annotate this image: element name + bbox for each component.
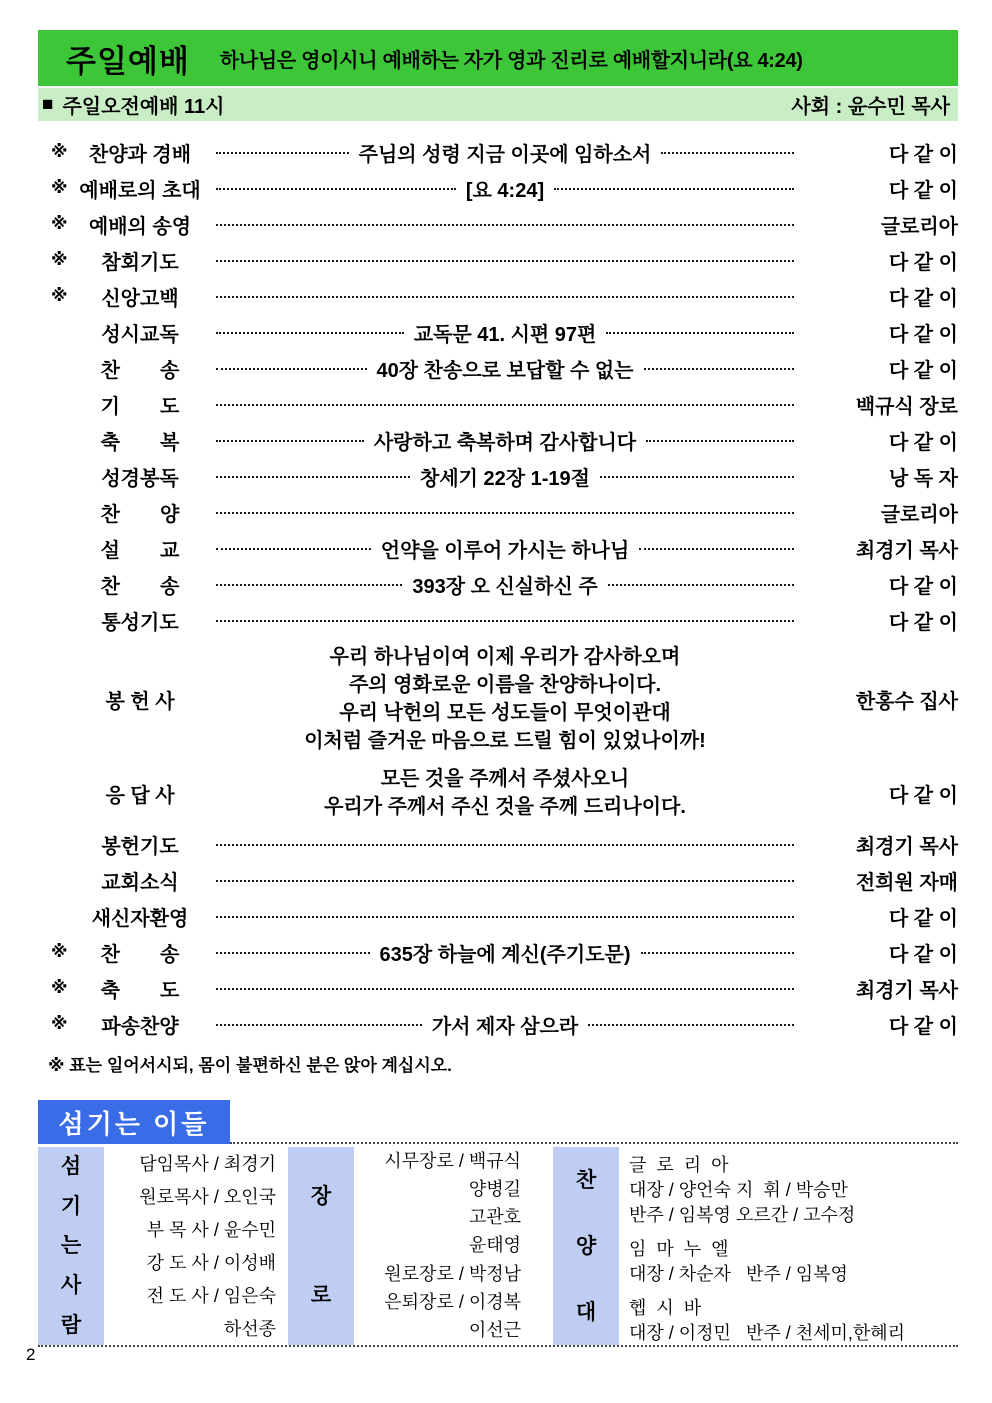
service-item-label: 찬양과 경배 [88,143,192,166]
service-item-label: 봉헌기도 [101,835,179,858]
servants-col-choir [619,1147,958,1345]
service-row [38,314,958,350]
service-item-person: 최경기 목사 [855,979,958,1002]
service-item-middle [216,765,794,821]
choir-group [629,1296,958,1346]
service-item-person: 최경기 목사 [855,539,958,562]
header-char: 찬 [575,1168,597,1192]
servants-col-elders [354,1147,543,1345]
servant-line: 시무장로 / 백규식 [384,1150,521,1171]
service-item-middle [216,138,794,167]
service-item-middle [216,915,794,917]
servant-line: 반주 / 임복영 오르간 / 고수정 [629,1205,856,1225]
servant-line: 은퇴장로 / 이경복 [384,1292,521,1313]
service-row [38,566,958,602]
dotted-leader [216,988,794,990]
service-item-middle [216,1010,794,1039]
service-row [38,826,958,862]
service-row [38,242,958,278]
servant-line: 대장 / 이정민 반주 / 천세미,한혜리 [629,1323,906,1343]
service-item-person: 다 같 이 [888,611,958,634]
dotted-leader [216,916,794,918]
standing-mark: ※ [51,214,68,233]
dotted-leader [216,844,794,846]
service-item-detail: 40장 찬송으로 보답할 수 없는 [376,359,634,382]
dotted-leader [216,440,364,442]
service-item-person: 다 같 이 [888,575,958,598]
service-item-middle [216,223,794,225]
dotted-leader [216,404,794,406]
dotted-divider [230,1142,958,1144]
service-item-label: 축 복 [100,431,180,454]
service-item-person: 다 같 이 [888,287,958,310]
standing-mark: ※ [51,178,68,197]
service-item-label: 예배로의 초대 [79,179,201,202]
standing-note: ※ 표는 일어서시되, 몸이 불편하신 분은 앉아 계십시오. [48,1056,452,1075]
dotted-leader [216,368,367,370]
dotted-leader [606,332,794,334]
dotted-leader [216,512,794,514]
service-item-label: 참회기도 [101,251,179,274]
service-item-person: 다 같 이 [888,251,958,274]
dotted-leader [216,476,410,478]
service-item-label: 예배의 송영 [88,215,192,238]
dotted-leader [216,880,794,882]
servants-section-header [38,1100,958,1144]
service-item-middle [216,295,794,297]
service-item-person: 글로리아 [880,503,958,526]
service-row [38,898,958,934]
service-row [38,934,958,970]
worship-order-list [38,134,958,1042]
service-item-label: 찬 송 [100,359,180,382]
dotted-leader [639,548,794,550]
header-char: 기 [60,1194,82,1218]
presider-label: 사회 : 윤수민 목사 [791,96,950,118]
dotted-leader [216,188,456,190]
service-item-middle [216,426,794,455]
choir-name: 글 로 리 아 [629,1155,729,1175]
service-item-label: 교회소식 [101,871,179,894]
service-time-bar [38,88,958,121]
service-item-label: 찬 송 [100,943,180,966]
service-item-label: 찬 양 [100,503,180,526]
service-item-label: 봉 헌 사 [105,690,175,713]
service-item-person: 다 같 이 [888,907,958,930]
service-item-detail: 가서 제자 삼으라 [431,1015,579,1038]
service-item-middle [216,843,794,845]
servant-line: 윤태영 [468,1235,521,1256]
service-item-middle [216,511,794,513]
page-title: 주일예배 [66,43,190,79]
service-item-person: 최경기 목사 [855,835,958,858]
service-item-label: 찬 송 [100,575,180,598]
service-item-person: 다 같 이 [888,179,958,202]
servants-col-header-people [38,1147,104,1345]
service-row [38,278,958,314]
service-item-person: 한홍수 집사 [855,690,958,713]
service-item-detail: 393장 오 신실하신 주 [412,575,598,598]
service-item-middle [216,354,794,383]
dotted-leader [646,440,794,442]
header-char: 양 [575,1234,597,1258]
header-char: 섬 [60,1155,82,1179]
service-row [38,350,958,386]
header-char: 장 [310,1185,332,1208]
service-item-label: 통성기도 [101,611,179,634]
servant-line: 담임목사 / 최경기 [139,1153,276,1174]
service-row [38,862,958,898]
standing-mark: ※ [51,1014,68,1033]
service-item-detail: 635장 하늘에 계신(주기도문) [379,943,631,966]
dotted-leader [216,584,402,586]
service-item-middle [216,174,794,203]
dotted-leader [216,296,794,298]
service-item-person: 다 같 이 [888,431,958,454]
servants-section-title: 섬기는 이들 [38,1100,230,1144]
service-item-detail: 사랑하고 축복하며 감사합니다 [373,431,637,454]
service-item-middle [216,570,794,599]
offertory-line: 모든 것을 주께서 주셨사오니 [380,768,630,790]
dotted-leader [216,260,794,262]
dotted-leader [600,476,794,478]
service-item-label: 성시교독 [101,323,179,346]
header-verse: 하나님은 영이시니 예배하는 자가 영과 진리로 예배할지니라(요 4:24) [219,49,803,72]
servants-col-header-elders [288,1147,354,1345]
service-item-label: 설 교 [100,539,180,562]
standing-mark: ※ [51,286,68,305]
standing-mark: ※ [51,942,68,961]
servant-line: 하선종 [223,1318,276,1339]
offertory-line: 우리가 주께서 주신 것을 주께 드리나이다. [324,796,686,818]
service-row [38,1006,958,1042]
service-row [38,422,958,458]
offertory-line: 주의 영화로운 이름을 찬양하나이다. [348,674,662,696]
dotted-leader [554,188,794,190]
service-item-middle [216,318,794,347]
servant-line: 원로목사 / 오인국 [139,1186,276,1207]
dotted-leader [216,620,794,622]
service-row [38,602,958,638]
header-char: 로 [310,1284,332,1307]
standing-mark: ※ [51,142,68,161]
service-item-person: 전희원 자매 [855,871,958,894]
service-row [38,386,958,422]
servant-line: 고관호 [468,1207,521,1228]
servant-line: 부 목 사 / 윤수민 [146,1219,276,1240]
page-number: 2 [26,1345,36,1364]
offertory-line: 우리 낙헌의 모든 성도들이 무엇이관대 [339,702,671,724]
servants-section [38,1100,958,1347]
servants-col-header-choir [553,1147,619,1345]
service-row [38,170,958,206]
dotted-leader [608,584,794,586]
choir-name: 헵 시 바 [629,1298,702,1318]
service-item-label: 응 답 사 [105,784,175,807]
service-row [38,458,958,494]
service-time-label: 주일오전예배 11시 [62,96,225,118]
service-item-person: 다 같 이 [888,323,958,346]
service-item-person: 다 같 이 [888,943,958,966]
dotted-leader [216,1024,422,1026]
service-row [38,134,958,170]
service-item-middle [216,462,794,491]
offertory-line: 우리 하나님이여 이제 우리가 감사하오며 [329,646,681,668]
service-item-person: 백규식 장로 [855,395,958,418]
choir-group [629,1153,958,1228]
servant-line: 강 도 사 / 이성배 [146,1252,276,1273]
service-item-middle [216,259,794,261]
header-char: 람 [60,1313,82,1337]
service-item-middle [216,938,794,967]
service-item-label: 새신자환영 [91,907,189,930]
service-item-label: 파송찬양 [101,1015,179,1038]
service-item-person: 다 같 이 [888,1015,958,1038]
service-item-middle [216,534,794,563]
worship-title-banner [38,30,958,86]
dotted-leader [661,152,794,154]
service-item-person: 다 같 이 [888,784,958,807]
service-row [38,760,958,826]
service-item-middle [216,643,794,755]
dotted-leader [644,368,795,370]
dotted-leader [216,224,794,226]
service-item-person: 낭 독 자 [888,467,958,490]
service-item-detail: 창세기 22장 1-19절 [420,467,590,490]
header-char: 사 [60,1274,82,1298]
standing-mark: ※ [51,978,68,997]
service-row [38,494,958,530]
square-bullet-icon: ■ [42,94,54,115]
standing-mark: ※ [51,250,68,269]
service-item-middle [216,879,794,881]
header-char: 는 [60,1234,82,1258]
servant-line: 양병길 [468,1178,521,1199]
service-item-detail: 주님의 성령 지금 이곳에 임하소서 [358,143,652,166]
service-item-detail: 언약을 이루어 가시는 하나님 [380,539,630,562]
service-item-person: 글로리아 [880,215,958,238]
service-row [38,638,958,760]
service-row [38,970,958,1006]
service-item-label: 성경봉독 [101,467,179,490]
service-item-label: 기 도 [100,395,180,418]
service-item-label: 신앙고백 [101,287,179,310]
dotted-leader [216,332,404,334]
servant-line: 원로장로 / 박정남 [384,1263,521,1284]
servants-col-people [104,1147,288,1345]
dotted-leader [216,152,349,154]
service-item-detail: 교독문 41. 시편 97편 [413,323,597,346]
servant-line: 전 도 사 / 임은숙 [146,1285,276,1306]
service-item-middle [216,619,794,621]
service-item-middle [216,987,794,989]
servant-line: 대장 / 양언숙 지 휘 / 박승만 [629,1180,848,1200]
dotted-leader [588,1024,794,1026]
offertory-line: 이처럼 즐거운 마음으로 드릴 힘이 있었나이까! [304,730,706,752]
service-item-label: 축 도 [100,979,180,1002]
servants-table [38,1147,958,1347]
choir-group [629,1237,958,1287]
service-item-person: 다 같 이 [888,359,958,382]
service-row [38,530,958,566]
service-row [38,206,958,242]
dotted-leader [216,548,371,550]
servant-line: 이선근 [468,1320,521,1341]
dotted-leader [641,952,795,954]
dotted-leader [216,952,370,954]
service-item-middle [216,403,794,405]
servant-line: 대장 / 차순자 반주 / 임복영 [629,1264,848,1284]
service-item-detail: [요 4:24] [465,179,545,202]
choir-name: 임 마 누 엘 [629,1239,729,1259]
service-item-person: 다 같 이 [888,143,958,166]
header-char: 대 [575,1300,597,1324]
